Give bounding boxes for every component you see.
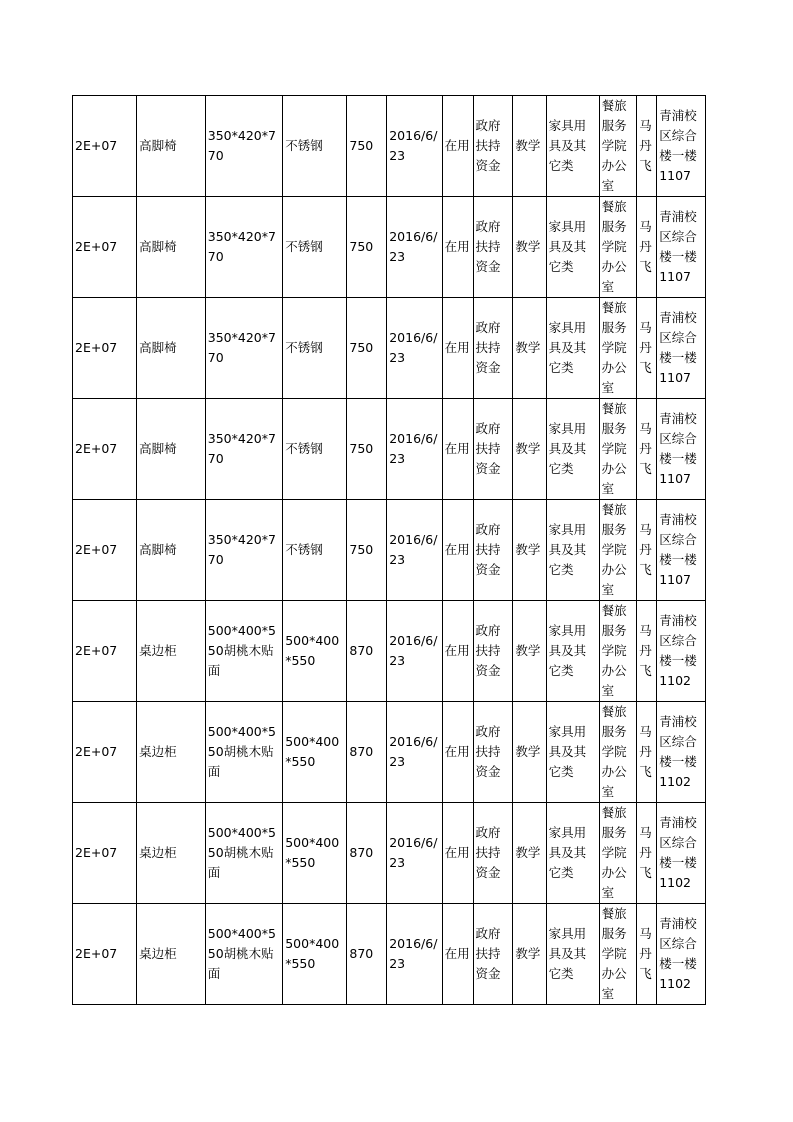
table-row	[73, 96, 706, 197]
asset-usage: 教学	[513, 96, 546, 197]
asset-material: 500*400*550	[283, 702, 347, 803]
asset-material: 500*400*550	[283, 803, 347, 904]
asset-category: 家具用具及其它类	[546, 601, 599, 702]
asset-usage: 教学	[513, 500, 546, 601]
asset-usage: 教学	[513, 399, 546, 500]
asset-funding: 政府扶持资金	[473, 399, 513, 500]
asset-code: 2E+07	[73, 904, 137, 1005]
asset-spec: 350*420*770	[205, 197, 282, 298]
asset-material: 500*400*550	[283, 904, 347, 1005]
asset-location: 青浦校区综合楼一楼1107	[657, 197, 706, 298]
asset-keeper: 马丹飞	[637, 702, 657, 803]
asset-funding: 政府扶持资金	[473, 298, 513, 399]
asset-code: 2E+07	[73, 803, 137, 904]
asset-location: 青浦校区综合楼一楼1107	[657, 298, 706, 399]
asset-price: 750	[347, 197, 387, 298]
asset-status: 在用	[442, 298, 473, 399]
asset-date: 2016/6/23	[387, 96, 442, 197]
asset-location: 青浦校区综合楼一楼1102	[657, 904, 706, 1005]
asset-price: 870	[347, 702, 387, 803]
asset-department: 餐旅服务学院办公室	[599, 197, 637, 298]
asset-usage: 教学	[513, 197, 546, 298]
asset-location: 青浦校区综合楼一楼1107	[657, 399, 706, 500]
asset-location: 青浦校区综合楼一楼1107	[657, 96, 706, 197]
asset-material: 500*400*550	[283, 601, 347, 702]
asset-code: 2E+07	[73, 298, 137, 399]
asset-price: 870	[347, 601, 387, 702]
asset-department: 餐旅服务学院办公室	[599, 803, 637, 904]
asset-material: 不锈钢	[283, 197, 347, 298]
asset-status: 在用	[442, 399, 473, 500]
asset-category: 家具用具及其它类	[546, 702, 599, 803]
asset-date: 2016/6/23	[387, 197, 442, 298]
asset-keeper: 马丹飞	[637, 399, 657, 500]
asset-spec: 350*420*770	[205, 96, 282, 197]
asset-funding: 政府扶持资金	[473, 500, 513, 601]
asset-name: 高脚椅	[137, 197, 206, 298]
asset-keeper: 马丹飞	[637, 197, 657, 298]
asset-category: 家具用具及其它类	[546, 96, 599, 197]
asset-code: 2E+07	[73, 399, 137, 500]
asset-price: 870	[347, 803, 387, 904]
asset-status: 在用	[442, 601, 473, 702]
asset-location: 青浦校区综合楼一楼1102	[657, 702, 706, 803]
table-row	[73, 197, 706, 298]
asset-usage: 教学	[513, 803, 546, 904]
asset-funding: 政府扶持资金	[473, 904, 513, 1005]
asset-date: 2016/6/23	[387, 803, 442, 904]
asset-code: 2E+07	[73, 500, 137, 601]
asset-spec: 500*400*550胡桃木贴面	[205, 803, 282, 904]
asset-status: 在用	[442, 702, 473, 803]
asset-usage: 教学	[513, 601, 546, 702]
asset-status: 在用	[442, 500, 473, 601]
asset-price: 750	[347, 399, 387, 500]
asset-location: 青浦校区综合楼一楼1102	[657, 803, 706, 904]
asset-date: 2016/6/23	[387, 500, 442, 601]
asset-category: 家具用具及其它类	[546, 500, 599, 601]
table-row	[73, 702, 706, 803]
asset-department: 餐旅服务学院办公室	[599, 96, 637, 197]
asset-date: 2016/6/23	[387, 702, 442, 803]
asset-spec: 350*420*770	[205, 399, 282, 500]
asset-spec: 500*400*550胡桃木贴面	[205, 702, 282, 803]
asset-name: 桌边柜	[137, 904, 206, 1005]
asset-name: 高脚椅	[137, 96, 206, 197]
asset-date: 2016/6/23	[387, 601, 442, 702]
asset-keeper: 马丹飞	[637, 96, 657, 197]
table-row	[73, 298, 706, 399]
asset-department: 餐旅服务学院办公室	[599, 298, 637, 399]
asset-funding: 政府扶持资金	[473, 601, 513, 702]
asset-usage: 教学	[513, 702, 546, 803]
table-row	[73, 399, 706, 500]
asset-name: 高脚椅	[137, 399, 206, 500]
asset-code: 2E+07	[73, 96, 137, 197]
asset-category: 家具用具及其它类	[546, 298, 599, 399]
asset-keeper: 马丹飞	[637, 601, 657, 702]
asset-keeper: 马丹飞	[637, 298, 657, 399]
asset-spec: 350*420*770	[205, 298, 282, 399]
asset-keeper: 马丹飞	[637, 803, 657, 904]
asset-status: 在用	[442, 96, 473, 197]
asset-funding: 政府扶持资金	[473, 803, 513, 904]
asset-keeper: 马丹飞	[637, 500, 657, 601]
asset-price: 750	[347, 298, 387, 399]
asset-usage: 教学	[513, 904, 546, 1005]
table-row	[73, 904, 706, 1005]
asset-code: 2E+07	[73, 601, 137, 702]
asset-date: 2016/6/23	[387, 298, 442, 399]
asset-location: 青浦校区综合楼一楼1107	[657, 500, 706, 601]
asset-date: 2016/6/23	[387, 904, 442, 1005]
asset-spec: 500*400*550胡桃木贴面	[205, 904, 282, 1005]
asset-table-body	[73, 96, 706, 1005]
asset-table	[72, 95, 706, 1005]
asset-funding: 政府扶持资金	[473, 702, 513, 803]
asset-material: 不锈钢	[283, 399, 347, 500]
asset-price: 750	[347, 500, 387, 601]
table-row	[73, 803, 706, 904]
asset-name: 高脚椅	[137, 500, 206, 601]
asset-department: 餐旅服务学院办公室	[599, 702, 637, 803]
asset-funding: 政府扶持资金	[473, 197, 513, 298]
asset-code: 2E+07	[73, 197, 137, 298]
asset-location: 青浦校区综合楼一楼1102	[657, 601, 706, 702]
asset-spec: 500*400*550胡桃木贴面	[205, 601, 282, 702]
asset-usage: 教学	[513, 298, 546, 399]
table-row	[73, 601, 706, 702]
asset-name: 高脚椅	[137, 298, 206, 399]
asset-category: 家具用具及其它类	[546, 197, 599, 298]
asset-name: 桌边柜	[137, 702, 206, 803]
asset-category: 家具用具及其它类	[546, 904, 599, 1005]
table-row	[73, 500, 706, 601]
asset-keeper: 马丹飞	[637, 904, 657, 1005]
asset-category: 家具用具及其它类	[546, 399, 599, 500]
asset-status: 在用	[442, 197, 473, 298]
asset-material: 不锈钢	[283, 298, 347, 399]
asset-code: 2E+07	[73, 702, 137, 803]
asset-category: 家具用具及其它类	[546, 803, 599, 904]
asset-status: 在用	[442, 803, 473, 904]
asset-material: 不锈钢	[283, 96, 347, 197]
asset-date: 2016/6/23	[387, 399, 442, 500]
asset-material: 不锈钢	[283, 500, 347, 601]
asset-spec: 350*420*770	[205, 500, 282, 601]
asset-status: 在用	[442, 904, 473, 1005]
asset-name: 桌边柜	[137, 803, 206, 904]
asset-department: 餐旅服务学院办公室	[599, 601, 637, 702]
asset-department: 餐旅服务学院办公室	[599, 399, 637, 500]
asset-price: 870	[347, 904, 387, 1005]
asset-department: 餐旅服务学院办公室	[599, 904, 637, 1005]
asset-name: 桌边柜	[137, 601, 206, 702]
asset-department: 餐旅服务学院办公室	[599, 500, 637, 601]
asset-price: 750	[347, 96, 387, 197]
asset-funding: 政府扶持资金	[473, 96, 513, 197]
